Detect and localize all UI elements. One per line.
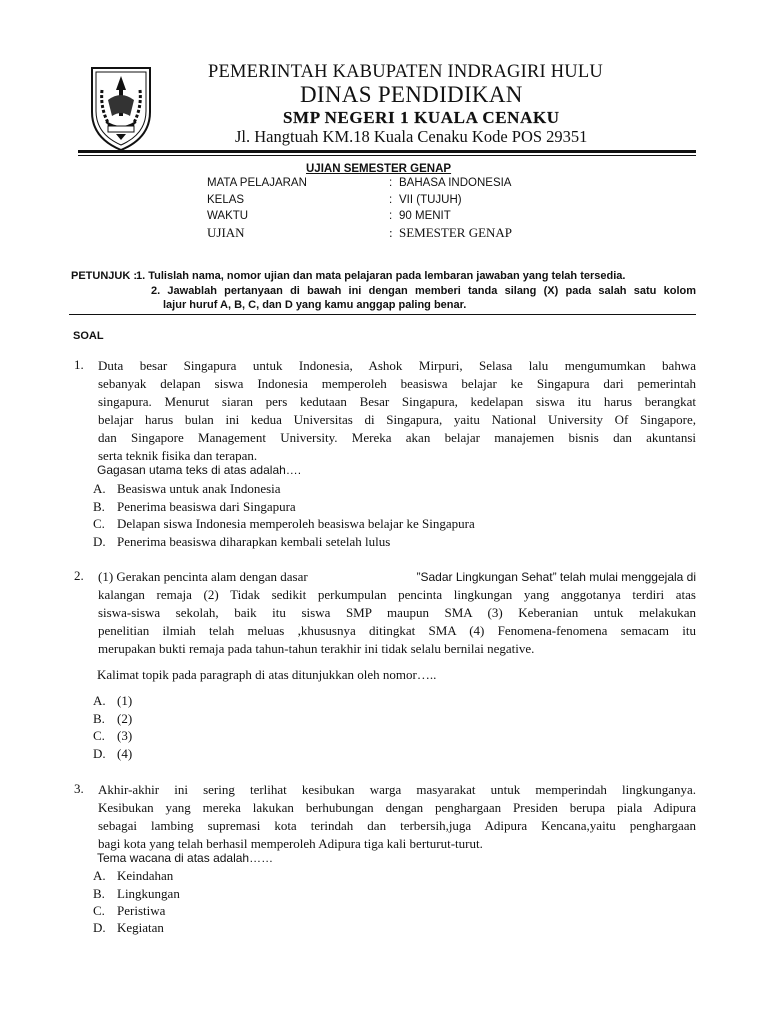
info-label-exam: UJIAN bbox=[207, 225, 245, 240]
passage-line: kalangan remaja (2) Tidak sedikit perkumpulan pencinta lingkungan yang anggotanya terdiri atas bbox=[98, 587, 696, 602]
questions-heading: SOAL bbox=[73, 330, 104, 342]
instructions-label: PETUNJUK : bbox=[71, 270, 138, 282]
option-letter: A. bbox=[93, 693, 106, 708]
option-text: Peristiwa bbox=[117, 903, 166, 918]
option-letter: C. bbox=[93, 903, 105, 918]
exam-title: UJIAN SEMESTER GENAP bbox=[306, 163, 452, 175]
option-letter: D. bbox=[93, 534, 106, 549]
department-name: DINAS PENDIDIKAN bbox=[300, 82, 523, 107]
info-value-subject: BAHASA INDONESIA bbox=[399, 177, 512, 189]
info-label-time: WAKTU bbox=[207, 210, 249, 222]
option-text: Lingkungan bbox=[117, 886, 180, 901]
passage-line: Duta besar Singapura untuk Indonesia, Ashok Mirpuri, Selasa lalu mengumumkan bahwa bbox=[98, 358, 696, 373]
option-letter: A. bbox=[93, 481, 106, 496]
option-letter: D. bbox=[93, 746, 106, 761]
passage-line: serta teknik fisika dan terapan. bbox=[98, 448, 258, 463]
info-value-exam: SEMESTER GENAP bbox=[399, 225, 513, 240]
passage-line: siswa-siswa sekolah, baik itu siswa SMP maupun SMA (3) Keberanian untuk melakukan bbox=[98, 605, 696, 620]
passage-line-part: (1) Gerakan pencinta alam dengan dasar bbox=[98, 569, 308, 584]
regency-emblem-logo bbox=[86, 60, 156, 152]
option-text: Delapan siswa Indonesia memperoleh beasiswa belajar ke Singapura bbox=[117, 516, 475, 531]
question-number: 1. bbox=[74, 357, 84, 372]
question-3-passage bbox=[98, 781, 696, 853]
letterhead-divider-thick bbox=[78, 150, 696, 153]
option-text: Keindahan bbox=[117, 868, 174, 883]
question-number: 3. bbox=[74, 781, 84, 796]
option-text: Penerima beasiswa diharapkan kembali setelah lulus bbox=[117, 534, 391, 549]
passage-line: dan Singapore Management University. Mereka akan belajar manajemen bisnis dan akuntansi bbox=[98, 430, 696, 445]
passage-line: Akhir-akhir ini sering terlihat kesibukan warga masyarakat untuk memperindah lingkunganya. bbox=[98, 782, 696, 797]
info-value-time: 90 MENIT bbox=[399, 210, 451, 222]
passage-line-part: ”Sadar Lingkungan Sehat” telah mulai menggejala di bbox=[416, 570, 696, 584]
question-3-prompt: Tema wacana di atas adalah…… bbox=[97, 851, 274, 865]
info-colon: : bbox=[389, 210, 393, 222]
option-text: Penerima beasiswa dari Singapura bbox=[117, 499, 296, 514]
option-text: (4) bbox=[117, 746, 133, 761]
passage-line: merupakan bukti remaja pada tahun-tahun terakhir ini tidak selalu bernilai negative. bbox=[98, 641, 535, 656]
instruction-item-1: 1. Tulislah nama, nomor ujian dan mata pelajaran pada lembaran jawaban yang telah tersedia. bbox=[136, 270, 626, 282]
option-letter: B. bbox=[93, 886, 105, 901]
passage-line: singapura. Menurut siaran pers kedutaan Besar Singapura, kedelapan siswa itu harus berangkat bbox=[98, 394, 696, 409]
option-text: (1) bbox=[117, 693, 133, 708]
info-label-class: KELAS bbox=[207, 194, 245, 206]
emblem-icon bbox=[86, 60, 156, 152]
question-1-prompt: Gagasan utama teks di atas adalah…. bbox=[97, 463, 302, 477]
info-colon: : bbox=[389, 177, 393, 189]
passage-line: sebanyak delapan siswa Indonesia memperoleh beasiswa belajar ke Singapura dari pemerintah bbox=[98, 376, 696, 391]
option-letter: C. bbox=[93, 516, 105, 531]
passage-line bbox=[98, 568, 696, 586]
option-letter: D. bbox=[93, 920, 106, 935]
passage-line: Kesibukan yang mereka lakukan berhubungan dengan penghargaan Presiden berupa piala Adipura bbox=[98, 800, 696, 815]
option-text: (3) bbox=[117, 728, 133, 743]
option-text: (2) bbox=[117, 711, 133, 726]
info-value-class: VII (TUJUH) bbox=[399, 194, 462, 206]
instructions-divider bbox=[69, 314, 696, 315]
option-letter: B. bbox=[93, 499, 105, 514]
question-1-passage bbox=[98, 357, 696, 465]
letterhead-divider-thin bbox=[78, 155, 696, 156]
info-label-subject: MATA PELAJARAN bbox=[207, 177, 307, 189]
passage-line: sebagai lambing supremasi kota terindah dan terbersih,juga Adipura Kencana,yaitu penghargaan bbox=[98, 818, 696, 833]
instruction-item-2-line-1: 2. Jawablah pertanyaan di bawah ini dengan memberi tanda silang (X) pada salah satu kolom bbox=[151, 285, 696, 297]
instruction-item-2-line-2: lajur huruf A, B, C, dan D yang kamu anggap paling benar. bbox=[163, 299, 467, 311]
info-colon: : bbox=[389, 225, 393, 240]
option-text: Beasiswa untuk anak Indonesia bbox=[117, 481, 281, 496]
government-name: PEMERINTAH KABUPATEN INDRAGIRI HULU bbox=[208, 62, 603, 82]
info-colon: : bbox=[389, 194, 393, 206]
passage-line: bagi kota yang telah berhasil memperoleh Adipura tiga kali berturut-turut. bbox=[98, 836, 483, 851]
question-2-prompt: Kalimat topik pada paragraph di atas ditunjukkan oleh nomor….. bbox=[97, 667, 437, 682]
school-name: SMP NEGERI 1 KUALA CENAKU bbox=[283, 108, 560, 127]
question-number: 2. bbox=[74, 568, 84, 583]
option-text: Kegiatan bbox=[117, 920, 164, 935]
option-letter: A. bbox=[93, 868, 106, 883]
school-address: Jl. Hangtuah KM.18 Kuala Cenaku Kode POS 29351 bbox=[235, 127, 588, 146]
passage-line: belajar harus bulan ini kedua Universitas di Singapura, yaitu National University Of Singapore, bbox=[98, 412, 696, 427]
question-2-passage bbox=[98, 568, 696, 658]
option-letter: B. bbox=[93, 711, 105, 726]
passage-line: penelitian ilmiah telah meluas ,khususnya ditingkat SMA (4) Fenomena-fenomena semacam itu bbox=[98, 623, 696, 638]
option-letter: C. bbox=[93, 728, 105, 743]
